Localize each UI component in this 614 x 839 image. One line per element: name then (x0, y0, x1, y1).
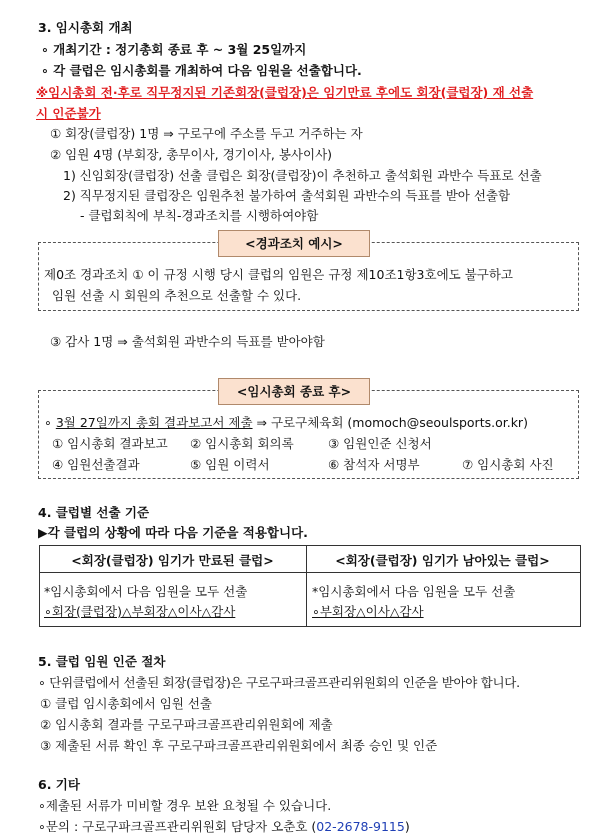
example-badge: <경과조치 예시> (218, 230, 370, 257)
doc-item: ① 임시총회 결과보고 (52, 436, 168, 451)
sub-item-2: 2) 직무정지된 클럽장은 임원추천 불가하여 출석회원 과반수의 득표를 받아 선출함 (63, 188, 511, 203)
section-3-title: 3. 임시총회 개최 (38, 20, 133, 35)
example-text-2: 임원 선출 시 회원의 추천으로 선출할 수 있다. (52, 288, 302, 303)
item-president: ① 회장(클럽장) 1명 ⇒ 구로구에 주소를 두고 거주하는 자 (50, 126, 363, 141)
section-4-intro: ▶각 클럽의 상황에 따라 다음 기준을 적용합니다. (38, 525, 308, 540)
col1-header: <회장(클럽장) 임기가 만료된 클럽> (71, 553, 274, 568)
elect-line: ∘ 각 클럽은 임시총회를 개최하여 다음 임원을 선출합니다. (41, 63, 362, 78)
example-text-1: 제0조 경과조치 ① 이 규정 시행 당시 클럽의 임원은 규정 제10조1항3호에도 불구하고 (44, 267, 514, 282)
doc-item: ④ 임원선출결과 (52, 457, 140, 472)
sub-item-1: 1) 신임회장(클럽장) 선출 클럽은 회장(클럽장)이 추천하고 출석회원 과반수 득표로 선출 (63, 168, 542, 183)
col1-line-1: *임시총회에서 다음 임원을 모두 선출 (44, 584, 248, 599)
warning-line-2: 시 인준불가 (36, 106, 101, 121)
item-auditor: ③ 감사 1명 ⇒ 출석회원 과반수의 득표를 받아야함 (50, 334, 325, 349)
col2-header: <회장(클럽장) 임기가 남아있는 클럽> (335, 553, 550, 568)
item-officers: ② 임원 4명 (부회장, 총무이사, 경기이사, 봉사이사) (50, 147, 333, 162)
section-5-title: 5. 클럽 임원 인준 절차 (38, 654, 166, 669)
period-line: ∘ 개최기간 : 정기총회 종료 후 ~ 3월 25일까지 (41, 42, 307, 57)
after-meeting-badge: <임시총회 종료 후> (218, 378, 370, 405)
doc-item: ⑤ 임원 이력서 (190, 457, 270, 472)
doc-item: ③ 임원인준 신청서 (328, 436, 432, 451)
table-divider (39, 572, 580, 573)
col2-line-1: *임시총회에서 다음 임원을 모두 선출 (312, 584, 516, 599)
contact-line: ∘문의 : 구로구파크골프관리위원회 담당자 오춘호 (02-2678-9115) (38, 819, 410, 834)
doc-item: ② 임시총회 회의록 (190, 436, 294, 451)
sub-item-3: - 클럽회칙에 부칙-경과조치를 시행하여야함 (80, 208, 319, 223)
warning-line-1: ※임시총회 전·후로 직무정지된 기존회장(클럽장)은 임기만료 후에도 회장(클럽장) 재 선출 (36, 85, 534, 100)
step-3: ③ 제출된 서류 확인 후 구로구파크골프관리위원회에서 최종 승인 및 인준 (40, 738, 438, 753)
doc-item: ⑥ 참석자 서명부 (328, 457, 420, 472)
step-2: ② 임시총회 결과를 구로구파크골프관리위원회에 제출 (40, 717, 333, 732)
section-6-line-1: ∘제출된 서류가 미비할 경우 보완 요청될 수 있습니다. (38, 798, 332, 813)
col1-line-2: ∘회장(클럽장)△부회장△이사△감사 (44, 604, 236, 619)
step-1: ① 클럽 임시총회에서 임원 선출 (40, 696, 213, 711)
section-6-title: 6. 기타 (38, 777, 80, 792)
phone-number: 02-2678-9115 (316, 819, 405, 834)
doc-item: ⑦ 임시총회 사진 (462, 457, 554, 472)
report-line: ∘ 3월 27일까지 총회 결과보고서 제출 ⇒ 구로구체육회 (momoch@seoulsports.or.kr) (44, 415, 528, 430)
col2-line-2: ∘부회장△이사△감사 (312, 604, 424, 619)
section-4-title: 4. 클럽별 선출 기준 (38, 505, 150, 520)
section-5-intro: ∘ 단위클럽에서 선출된 회장(클럽장)은 구로구파크골프관리위원회의 인준을 받아야 합니다. (38, 675, 520, 690)
